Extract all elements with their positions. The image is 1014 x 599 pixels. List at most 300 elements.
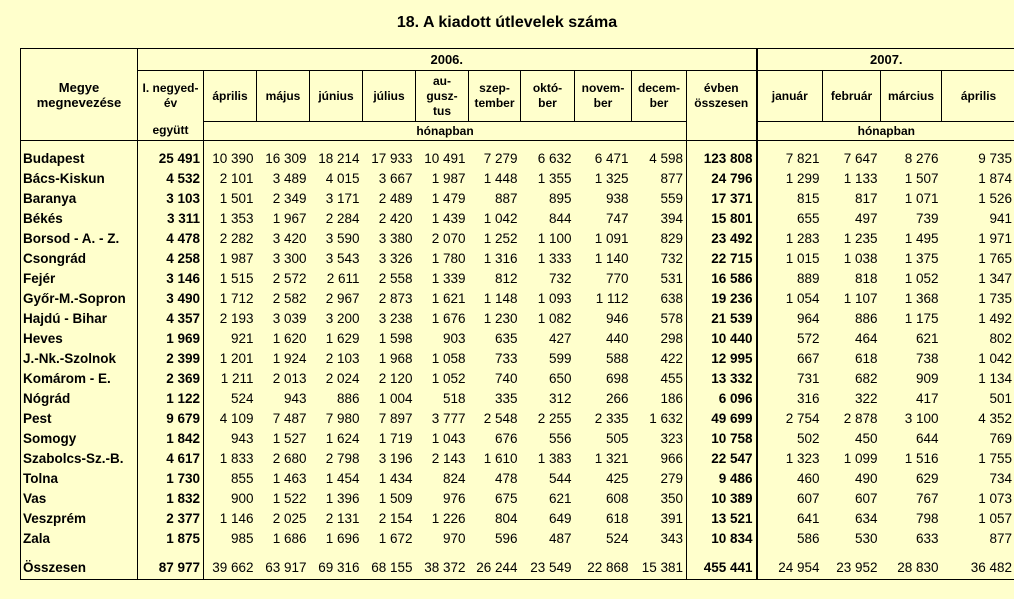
table-cell: 7 647 [843, 151, 878, 166]
table-cell: 49 699 [687, 409, 757, 429]
table-cell: 2 611 [326, 271, 360, 286]
table-cell: 3 238 [378, 311, 413, 326]
table-cell: 1 527 [272, 431, 307, 446]
month-2007-header-1: február [823, 71, 881, 122]
table-cell: 3 200 [325, 311, 360, 326]
month-2006-header-3-line: július [373, 88, 405, 103]
table-cell: 1 140 [594, 251, 629, 266]
table-cell: 1 509 [378, 491, 413, 506]
table-cell: 1 355 [537, 171, 572, 186]
table-cell: 1 038 [843, 251, 878, 266]
table-cell: 1 283 [757, 229, 823, 249]
table-cell: 460 [757, 469, 823, 489]
table-cell: 3 380 [378, 231, 413, 246]
table-cell: 464 [854, 331, 878, 346]
table-cell: 1 321 [594, 451, 629, 466]
table-cell: 394 [660, 211, 683, 226]
table-cell: 63 917 [257, 557, 310, 580]
table-cell: 2 680 [272, 451, 307, 466]
table-cell: 1 148 [483, 291, 518, 306]
spacer-cell [823, 549, 881, 557]
table-cell: 1 672 [378, 531, 413, 546]
table-cell: 635 [494, 331, 518, 346]
table-cell: 1 967 [272, 211, 307, 226]
table-cell: 2 399 [138, 349, 204, 369]
table-cell: 3 103 [138, 189, 204, 209]
month-2006-header-1-line: május [265, 88, 301, 103]
spacer-cell [416, 549, 469, 557]
table-cell: 599 [548, 351, 572, 366]
month-2006-header-8 [632, 71, 687, 122]
table-cell: 815 [757, 189, 823, 209]
month-2007-header-0: január [757, 71, 823, 122]
table-cell: 1 093 [537, 291, 572, 306]
table-cell: 544 [548, 471, 572, 486]
table-cell: 608 [605, 491, 629, 506]
table-cell: 733 [494, 351, 518, 366]
table-cell: 1 676 [431, 311, 466, 326]
spacer-cell [575, 141, 632, 150]
month-2006-header-6 [521, 71, 575, 122]
table-cell: 1 099 [843, 451, 878, 466]
month-2006-header-0-line: április [212, 88, 248, 103]
table-cell: 2 025 [272, 511, 307, 526]
table-cell: 641 [757, 509, 823, 529]
table-cell: 2 193 [204, 309, 257, 329]
year-2006-header: 2006. [138, 49, 757, 71]
table-cell: 1 325 [594, 171, 629, 186]
table-cell: 1 686 [272, 531, 307, 546]
table-cell: 422 [660, 351, 683, 366]
table-row [21, 489, 1014, 509]
table-cell: 16 309 [265, 151, 307, 166]
month-2006-header-1 [257, 71, 310, 122]
table-cell: 1 073 [942, 489, 1014, 509]
table-cell: 655 [757, 209, 823, 229]
table-cell: 6 096 [687, 389, 757, 409]
table-cell: 855 [204, 469, 257, 489]
unit-2007-label: hónapban [757, 122, 1014, 141]
table-cell: 1 082 [537, 311, 572, 326]
table-cell: 1 522 [272, 491, 307, 506]
table-cell: 1 621 [431, 291, 466, 306]
month-2006-header-2 [310, 71, 363, 122]
year-total-header-line: évben [703, 81, 739, 96]
table-cell: 747 [605, 211, 629, 226]
table-cell: 1 832 [138, 489, 204, 509]
table-cell: 1 874 [942, 169, 1014, 189]
spacer-cell [363, 141, 416, 150]
table-cell: 964 [757, 309, 823, 329]
table-cell: 1 201 [204, 349, 257, 369]
table-cell: 28 830 [881, 557, 942, 580]
spacer-cell [469, 549, 521, 557]
county-name: Bács-Kiskun [21, 169, 138, 189]
table-row [21, 509, 1014, 529]
table-cell: 1 316 [483, 251, 518, 266]
table-cell: 2 282 [204, 229, 257, 249]
spacer-cell [757, 141, 823, 150]
table-header [21, 49, 1014, 141]
table-cell: 985 [204, 529, 257, 549]
month-2006-header-6-line: októ- [532, 81, 563, 95]
county-name: Győr-M.-Sopron [21, 289, 138, 309]
table-cell: 425 [605, 471, 629, 486]
county-name: Zala [21, 529, 138, 549]
table-cell: 3 311 [138, 209, 204, 229]
table-cell: 12 995 [687, 349, 757, 369]
table-cell: 1 004 [378, 391, 413, 406]
spacer-cell [632, 141, 687, 150]
table-cell: 1 730 [138, 469, 204, 489]
table-row [21, 349, 1014, 369]
table-row [21, 269, 1014, 289]
spacer-cell [21, 141, 138, 150]
table-cell: 1 134 [942, 369, 1014, 389]
table-cell: 1 230 [483, 311, 518, 326]
table-cell: 23 549 [521, 557, 575, 580]
table-cell: 2 335 [594, 411, 629, 426]
table-cell: 4 478 [138, 229, 204, 249]
table-cell: 36 482 [942, 557, 1014, 580]
table-cell: 323 [660, 431, 683, 446]
table-cell: 530 [854, 531, 878, 546]
table-cell: 478 [494, 471, 518, 486]
county-name: Borsod - A. - Z. [21, 229, 138, 249]
table-row [21, 309, 1014, 329]
table-cell: 502 [757, 429, 823, 449]
table-cell: 2 255 [537, 411, 572, 426]
table-cell: 17 933 [371, 151, 413, 166]
table-cell: 2 120 [378, 371, 413, 386]
table-cell: 19 236 [687, 289, 757, 309]
table-cell: 1 610 [483, 451, 518, 466]
table-cell: 1 439 [431, 211, 466, 226]
table-cell: 1 057 [942, 509, 1014, 529]
table-cell: 556 [548, 431, 572, 446]
table-cell: 24 796 [687, 169, 757, 189]
table-cell: 895 [548, 191, 572, 206]
table-cell: 903 [442, 331, 466, 346]
table-cell: 1 629 [325, 331, 360, 346]
table-cell: 886 [854, 311, 878, 326]
spacer-cell [416, 141, 469, 150]
table-cell: 1 052 [431, 371, 466, 386]
spacer-cell [204, 549, 257, 557]
county-name: Vas [21, 489, 138, 509]
table-cell: 69 316 [310, 557, 363, 580]
county-name: Somogy [21, 429, 138, 449]
spacer-cell [881, 141, 942, 150]
table-cell: 3 039 [272, 311, 307, 326]
spacer-cell [138, 141, 204, 150]
table-cell: 1 632 [649, 411, 683, 426]
table-cell: 1 842 [138, 429, 204, 449]
table-cell: 946 [605, 311, 629, 326]
spacer-cell [521, 549, 575, 557]
table-cell: 2 070 [431, 231, 466, 246]
table-cell: 524 [605, 531, 629, 546]
table-cell: 634 [854, 511, 878, 526]
table-cell: 279 [660, 471, 683, 486]
spacer-row [21, 549, 1014, 557]
table-cell: 312 [548, 391, 572, 406]
table-cell: 3 489 [272, 171, 307, 186]
table-cell: 10 834 [687, 529, 757, 549]
table-cell: 621 [548, 491, 572, 506]
table-cell: 1 735 [942, 289, 1014, 309]
month-2006-header-0 [204, 71, 257, 122]
table-cell: 3 543 [325, 251, 360, 266]
table-cell: 2 489 [378, 191, 413, 206]
table-cell: 38 372 [416, 557, 469, 580]
county-name: Budapest [21, 149, 138, 169]
table-row [21, 149, 1014, 169]
table-row [21, 389, 1014, 409]
county-name: Fejér [21, 269, 138, 289]
table-cell: 1 252 [483, 231, 518, 246]
county-name: Pest [21, 409, 138, 429]
table-cell: 1 987 [431, 171, 466, 186]
table-cell: 588 [605, 351, 629, 366]
month-2006-header-3 [363, 71, 416, 122]
table-row [21, 409, 1014, 429]
month-2006-header-4-line: gusz- [426, 88, 458, 103]
table-cell: 391 [660, 511, 683, 526]
table-cell: 877 [660, 171, 683, 186]
table-cell: 3 420 [272, 231, 307, 246]
table-cell: 817 [854, 191, 878, 206]
table-cell: 6 471 [594, 151, 629, 166]
table-cell: 350 [660, 491, 683, 506]
table-cell: 2 572 [272, 271, 307, 286]
table-cell: 22 868 [575, 557, 632, 580]
table-cell: 1 146 [204, 509, 257, 529]
table-cell: 9 679 [138, 409, 204, 429]
table-cell: 2 101 [204, 169, 257, 189]
month-2006-header-5-line: tember [474, 96, 515, 110]
q1-header [138, 71, 204, 122]
table-cell: 2 131 [325, 511, 360, 526]
table-cell: 767 [915, 491, 939, 506]
table-row [21, 169, 1014, 189]
table-cell: 22 715 [687, 249, 757, 269]
table-cell: 818 [854, 271, 878, 286]
table-cell: 2 349 [272, 191, 307, 206]
table-cell: 941 [942, 209, 1014, 229]
spacer-cell [942, 141, 1014, 150]
table-cell: 39 662 [204, 557, 257, 580]
q1-header-line: év [163, 96, 178, 111]
year-total-header-line: összesen [694, 96, 749, 111]
table-cell: 829 [660, 231, 683, 246]
table-cell: 13 521 [687, 509, 757, 529]
table-cell: 10 440 [687, 329, 757, 349]
spacer-cell [687, 141, 757, 150]
table-cell: 1 042 [483, 211, 518, 226]
table-cell: 2 878 [843, 411, 878, 426]
table-cell: 1 323 [757, 449, 823, 469]
table-cell: 1 015 [757, 249, 823, 269]
q1-together-label: együtt [138, 122, 204, 141]
table-cell: 22 547 [687, 449, 757, 469]
spacer-cell [632, 549, 687, 557]
table-cell: 490 [854, 471, 878, 486]
table-cell: 427 [548, 331, 572, 346]
table-cell: 1 454 [325, 471, 360, 486]
table-cell: 769 [942, 429, 1014, 449]
table-cell: 1 235 [843, 231, 878, 246]
county-name: Heves [21, 329, 138, 349]
table-cell: 1 712 [204, 289, 257, 309]
table-cell: 505 [605, 431, 629, 446]
table-cell: 7 487 [272, 411, 307, 426]
table-cell: 2 548 [483, 411, 518, 426]
table-cell: 1 620 [272, 331, 307, 346]
table-cell: 2 024 [325, 371, 360, 386]
spacer-cell [310, 141, 363, 150]
table-cell: 3 490 [138, 289, 204, 309]
table-cell: 900 [204, 489, 257, 509]
table-cell: 844 [548, 211, 572, 226]
table-cell: 943 [283, 391, 307, 406]
table-cell: 1 396 [325, 491, 360, 506]
table-cell: 2 873 [378, 291, 413, 306]
table-cell: 1 507 [904, 171, 939, 186]
table-cell: 1 122 [138, 389, 204, 409]
table-cell: 618 [605, 511, 629, 526]
table-cell: 68 155 [363, 557, 416, 580]
table-cell: 335 [494, 391, 518, 406]
table-cell: 812 [494, 271, 518, 286]
table-cell: 1 368 [904, 291, 939, 306]
table-cell: 586 [757, 529, 823, 549]
table-cell: 6 632 [537, 151, 572, 166]
spacer-cell [138, 549, 204, 557]
table-cell: 4 617 [138, 449, 204, 469]
table-cell: 497 [854, 211, 878, 226]
page-title: 18. A kiadott útlevelek száma [396, 14, 618, 31]
county-header-line1: Megye [58, 79, 100, 95]
table-cell: 638 [660, 291, 683, 306]
table-cell: 16 586 [687, 269, 757, 289]
table-cell: 3 171 [325, 191, 360, 206]
table-cell: 3 146 [138, 269, 204, 289]
table-cell: 629 [915, 471, 939, 486]
spacer-cell [310, 549, 363, 557]
table-cell: 1 333 [537, 251, 572, 266]
table-cell: 1 971 [942, 229, 1014, 249]
table-cell: 23 952 [823, 557, 881, 580]
table-cell: 607 [757, 489, 823, 509]
table-cell: 2 558 [378, 271, 413, 286]
table-cell: 316 [757, 389, 823, 409]
spacer-row [21, 141, 1014, 150]
month-2006-header-5 [469, 71, 521, 122]
table-cell: 770 [605, 271, 629, 286]
county-name: Nógrád [21, 389, 138, 409]
passport-table [20, 48, 1014, 580]
month-2006-header-4 [416, 71, 469, 122]
unit-2006-label: hónapban [204, 122, 687, 141]
table-cell: 518 [442, 391, 466, 406]
table-cell: 1 071 [904, 191, 939, 206]
q1-header-line: I. negyed- [142, 81, 199, 96]
table-cell: 1 463 [272, 471, 307, 486]
month-2006-header-4-line: tus [433, 103, 451, 118]
table-cell: 7 279 [483, 151, 518, 166]
table-cell: 1 924 [272, 351, 307, 366]
table-cell: 1 226 [431, 511, 466, 526]
table-cell: 2 420 [378, 211, 413, 226]
table-row [21, 329, 1014, 349]
total-col-spacer [687, 122, 757, 141]
month-2007-header-2: március [881, 71, 942, 122]
month-2006-header-7-line: novem- [581, 81, 625, 95]
table-cell: 298 [660, 331, 683, 346]
table-cell: 1 780 [431, 251, 466, 266]
table-cell: 3 777 [431, 411, 466, 426]
county-name: Összesen [21, 557, 138, 580]
spacer-cell [363, 549, 416, 557]
table-row [21, 209, 1014, 229]
table-cell: 1 765 [942, 249, 1014, 269]
table-cell: 1 987 [204, 249, 257, 269]
table-cell: 440 [605, 331, 629, 346]
table-cell: 1 968 [378, 351, 413, 366]
table-row [21, 449, 1014, 469]
table-cell: 3 667 [378, 171, 413, 186]
table-cell: 732 [660, 251, 683, 266]
table-cell: 186 [660, 391, 683, 406]
table-cell: 4 109 [204, 409, 257, 429]
county-column-header [21, 49, 138, 141]
table-cell: 501 [942, 389, 1014, 409]
table-cell: 8 276 [904, 151, 939, 166]
table-cell: 970 [442, 531, 466, 546]
table-cell: 2 754 [757, 409, 823, 429]
county-name: Békés [21, 209, 138, 229]
county-name: Csongrád [21, 249, 138, 269]
table-body [21, 141, 1014, 580]
spacer-cell [469, 141, 521, 150]
table-row [21, 289, 1014, 309]
table-cell: 1 299 [757, 169, 823, 189]
table-cell: 1 598 [378, 331, 413, 346]
table-cell: 667 [757, 349, 823, 369]
table-cell: 3 100 [904, 411, 939, 426]
table-cell: 889 [757, 269, 823, 289]
table-cell: 1 495 [904, 231, 939, 246]
table-cell: 921 [204, 329, 257, 349]
spacer-cell [757, 549, 823, 557]
table-cell: 618 [854, 351, 878, 366]
table-cell: 18 214 [318, 151, 360, 166]
table-cell: 1 211 [204, 369, 257, 389]
table-cell: 886 [336, 391, 360, 406]
table-cell: 802 [942, 329, 1014, 349]
table-cell: 1 624 [325, 431, 360, 446]
table-cell: 524 [204, 389, 257, 409]
table-cell: 938 [605, 191, 629, 206]
spacer-cell [881, 549, 942, 557]
table-cell: 1 383 [537, 451, 572, 466]
table-row [21, 189, 1014, 209]
table-cell: 455 441 [687, 557, 757, 580]
spacer-cell [687, 549, 757, 557]
month-2006-header-4-line: au- [433, 73, 451, 88]
table-cell: 3 590 [325, 231, 360, 246]
